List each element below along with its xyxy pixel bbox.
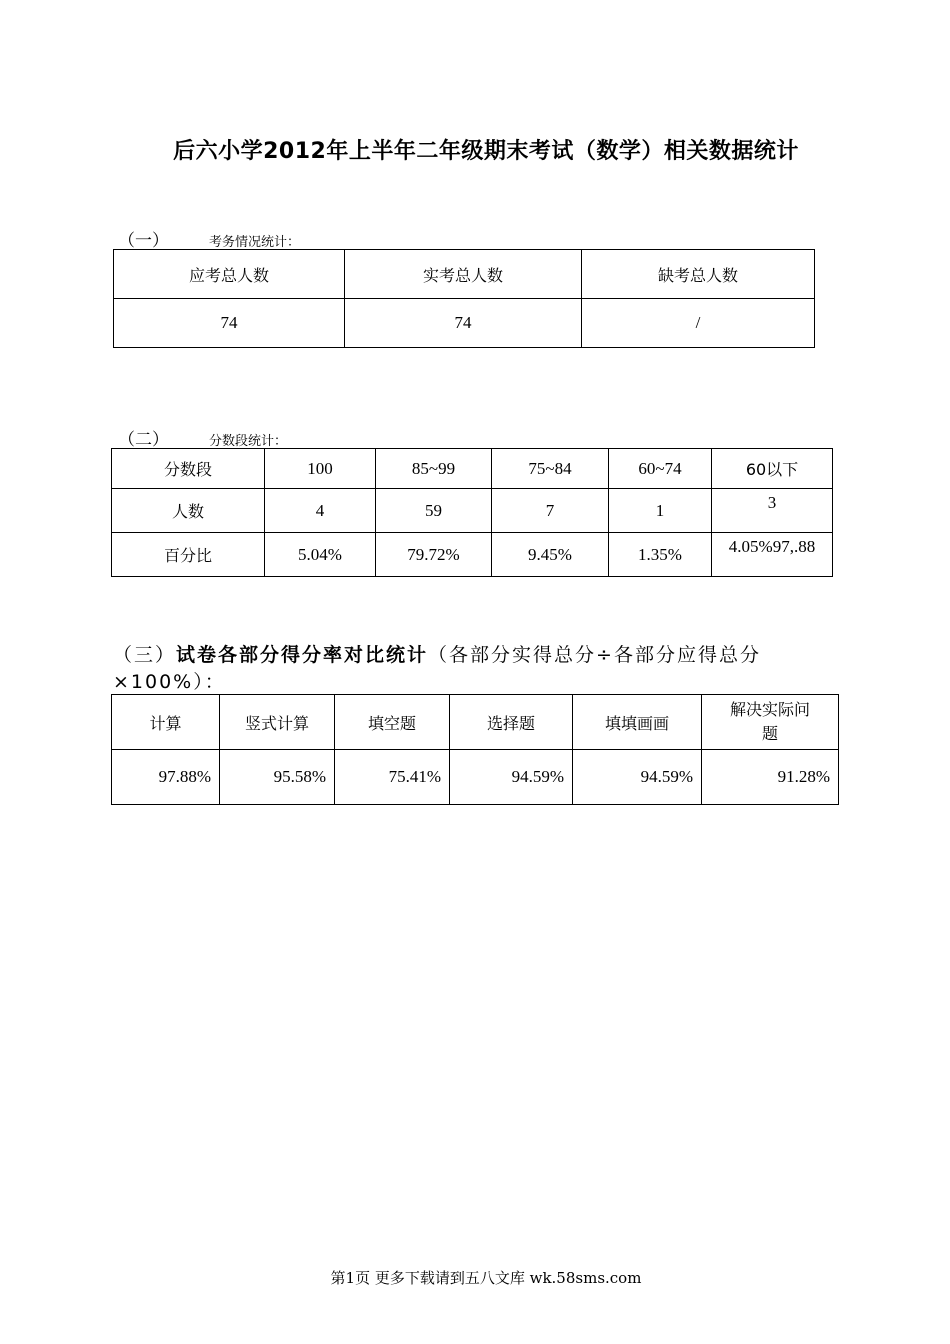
table-header-row xyxy=(114,250,815,299)
table-row xyxy=(112,489,833,533)
header-cell: 计算 xyxy=(112,695,220,750)
table-cell: 75.41% xyxy=(335,750,450,805)
header-cell: 选择题 xyxy=(450,695,573,750)
header-cell: 实考总人数 xyxy=(345,250,582,299)
section1-label: 考务情况统计： xyxy=(209,235,301,250)
table-cell: 5.04% xyxy=(265,533,376,577)
row-label: 百分比 xyxy=(112,533,265,577)
row-label: 人数 xyxy=(112,489,265,533)
section2-label: 分数段统计： xyxy=(209,434,288,449)
header-cell: 60以下 xyxy=(712,449,833,489)
score-distribution-table xyxy=(111,448,833,577)
table-cell: 4.05%97,.88 xyxy=(712,533,833,577)
section3-note: （各部分实得总分÷各部分应得总分×100%）： xyxy=(113,644,761,693)
table-cell: 94.59% xyxy=(573,750,702,805)
table-cell: 1 xyxy=(609,489,712,533)
header-cell: 分数段 xyxy=(112,449,265,489)
table-cell: 79.72% xyxy=(376,533,492,577)
table-cell: 3 xyxy=(712,489,833,533)
table-header-row xyxy=(112,695,839,750)
header-cell: 85~99 xyxy=(376,449,492,489)
table-cell: 1.35% xyxy=(609,533,712,577)
table-header-row xyxy=(112,449,833,489)
table-cell: 9.45% xyxy=(492,533,609,577)
header-cell: 60~74 xyxy=(609,449,712,489)
header-cell: 竖式计算 xyxy=(220,695,335,750)
table-cell: 97.88% xyxy=(112,750,220,805)
page-title: 后六小学2012年上半年二年级期末考试（数学）相关数据统计 xyxy=(173,139,799,164)
header-cell: 填空题 xyxy=(335,695,450,750)
section1-number: （一） xyxy=(118,231,169,251)
table-row xyxy=(114,299,815,348)
section-score-rate-table xyxy=(111,694,839,805)
header-cell: 填填画画 xyxy=(573,695,702,750)
table-row xyxy=(112,533,833,577)
section2-heading xyxy=(118,425,287,450)
section3-number: （三） xyxy=(113,644,177,666)
header-cell: 100 xyxy=(265,449,376,489)
header-cell: 缺考总人数 xyxy=(582,250,815,299)
table-cell: 94.59% xyxy=(450,750,573,805)
table-cell: / xyxy=(582,299,815,348)
header-cell: 75~84 xyxy=(492,449,609,489)
section3-title: 试卷各部分得分率对比统计 xyxy=(176,644,429,666)
exam-attendance-table xyxy=(113,249,815,348)
table-cell: 74 xyxy=(345,299,582,348)
page-footer: 第1页 更多下载请到五八文库 wk.58sms.com xyxy=(330,1269,642,1287)
header-cell: 应考总人数 xyxy=(114,250,345,299)
section1-heading xyxy=(118,226,300,251)
section2-number: （二） xyxy=(118,430,169,450)
section3-heading xyxy=(113,642,873,696)
table-cell: 4 xyxy=(265,489,376,533)
table-cell: 59 xyxy=(376,489,492,533)
header-cell: 解决实际问题 xyxy=(702,695,839,750)
table-cell: 74 xyxy=(114,299,345,348)
table-cell: 95.58% xyxy=(220,750,335,805)
table-row xyxy=(112,750,839,805)
table-cell: 91.28% xyxy=(702,750,839,805)
table-cell: 7 xyxy=(492,489,609,533)
